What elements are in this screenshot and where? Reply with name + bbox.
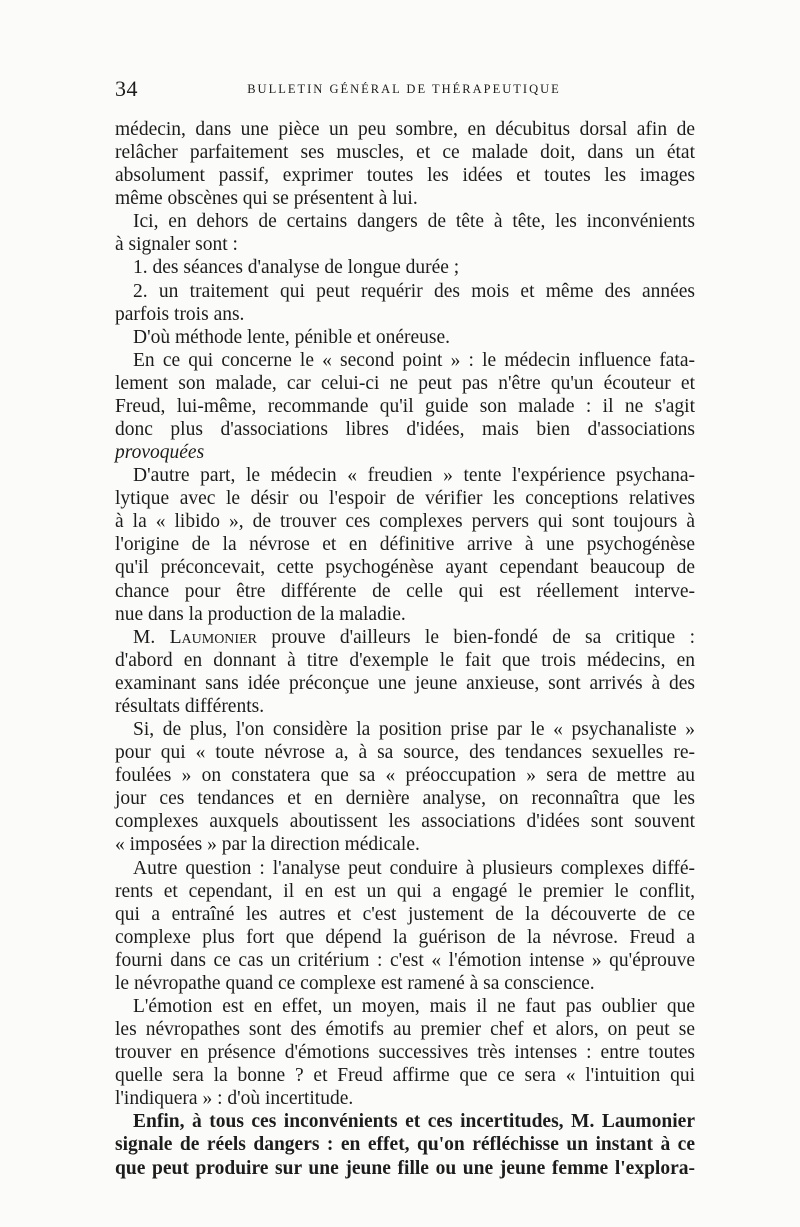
text-line: relâcher parfaitement ses muscles, et ce malade doit, dans un état xyxy=(115,142,695,164)
text-line: pour qui « toute névrose a, à sa source, des tendances sexuelles re- xyxy=(115,742,695,764)
text-line: nue dans la production de la maladie. xyxy=(115,603,406,625)
running-title: BULLETIN GÉNÉRAL DE THÉRAPEUTIQUE xyxy=(247,82,561,96)
text-line: L'émotion est en effet, un moyen, mais il ne faut pas oublier que xyxy=(133,995,695,1017)
page-header xyxy=(115,76,693,102)
text-line: l'origine de la névrose et en définitive arrive à une psychogénèse xyxy=(115,534,695,556)
text-line: quelle sera la bonne ? et Freud affirme que ce sera « l'intuition qui xyxy=(115,1065,695,1087)
text-line-laumonier xyxy=(115,626,695,649)
text-line: lytique avec le désir ou l'espoir de vérifier les conceptions relatives xyxy=(115,488,695,510)
text-fragment: prouve d'ailleurs le bien-fondé de sa critique : xyxy=(271,626,696,648)
page-number: 34 xyxy=(115,76,138,101)
text-line: fourni dans ce cas un critérium : c'est « l'émotion intense » qu'éprouve xyxy=(115,949,695,971)
text-line: même obscènes qui se présentent à lui. xyxy=(115,188,418,210)
body-text xyxy=(115,118,695,1180)
text-line: jour ces tendances et en dernière analyse, on reconnaîtra que les xyxy=(115,788,695,810)
text-line: l'indiquera » : d'où incertitude. xyxy=(115,1088,354,1110)
text-line: D'où méthode lente, pénible et onéreuse. xyxy=(133,326,451,348)
list-item: 2. un traitement qui peut requérir des mois et même des années xyxy=(133,280,695,302)
text-line: absolument passif, exprimer toutes les idées et toutes les images xyxy=(115,165,695,187)
text-line: lement son malade, car celui-ci ne peut pas n'être qu'un écouteur et xyxy=(115,372,695,394)
text-line: signale de réels dangers : en effet, qu'on réfléchisse un instant à ce xyxy=(115,1134,695,1156)
text-line: Autre question : l'analyse peut conduire à plusieurs complexes diffé- xyxy=(133,857,695,879)
author-prefix: M. xyxy=(133,626,156,648)
text-line: Si, de plus, l'on considère la position prise par le « psychanaliste » xyxy=(133,719,695,741)
text-line: les névropathes sont des émotifs au premier chef et alors, on peut se xyxy=(115,1019,695,1041)
text-line: d'abord en donnant à titre d'exemple le fait que trois médecins, en xyxy=(115,649,695,671)
text-line: résultats différents. xyxy=(115,695,265,717)
text-line: que peut produire sur une jeune fille ou une jeune femme l'explora- xyxy=(115,1157,695,1179)
text-line: médecin, dans une pièce un peu sombre, en décubitus dorsal afin de xyxy=(115,119,695,140)
text-line: « imposées » par la direction médicale. xyxy=(115,834,420,856)
text-line: chance pour être différente de celle qui est réellement interve- xyxy=(115,580,695,602)
text-line: complexes auxquels aboutissent les associations d'idées sont souvent xyxy=(115,811,695,833)
italic-word: provoquées xyxy=(115,442,205,464)
list-item: 1. des séances d'analyse de longue durée ; xyxy=(133,257,460,279)
text-line: rents et cependant, il en est un qui a engagé le premier le conflit, xyxy=(115,880,695,902)
text-line: complexe plus fort que dépend la guérison de la névrose. Freud a xyxy=(115,926,695,948)
text-line: Ici, en dehors de certains dangers de tête à tête, les inconvénients xyxy=(133,211,695,233)
text-line: Enfin, à tous ces inconvénients et ces incertitudes, M. Laumonier xyxy=(133,1111,695,1133)
author-name: Laumonier xyxy=(169,626,257,648)
text-line: donc plus d'associations libres d'idées, mais bien d'associations xyxy=(115,419,695,441)
text-line: trouver en présence d'émotions successives très intenses : entre toutes xyxy=(115,1042,695,1064)
text-line: examinant sans idée préconçue une jeune anxieuse, sont arrivés à des xyxy=(115,672,695,694)
text-line: foulées » on constatera que sa « préoccupation » sera de mettre au xyxy=(115,765,695,787)
text-line: qui a entraîné les autres et c'est justement de la découverte de ce xyxy=(115,903,695,925)
text-line: parfois trois ans. xyxy=(115,303,245,325)
text-line: à la « libido », de trouver ces complexes pervers qui sont toujours à xyxy=(115,511,695,533)
text-line: D'autre part, le médecin « freudien » tente l'expérience psychana- xyxy=(133,465,695,487)
text-line: le névropathe quand ce complexe est ramené à sa conscience. xyxy=(115,972,595,994)
text-line: En ce qui concerne le « second point » : le médecin influence fata- xyxy=(133,349,695,371)
text-line: à signaler sont : xyxy=(115,234,238,256)
text-line: qu'il préconcevait, cette psychogénèse ayant cependant beaucoup de xyxy=(115,557,695,579)
text-line: Freud, lui-même, recommande qu'il guide son malade : il ne s'agit xyxy=(115,395,695,417)
